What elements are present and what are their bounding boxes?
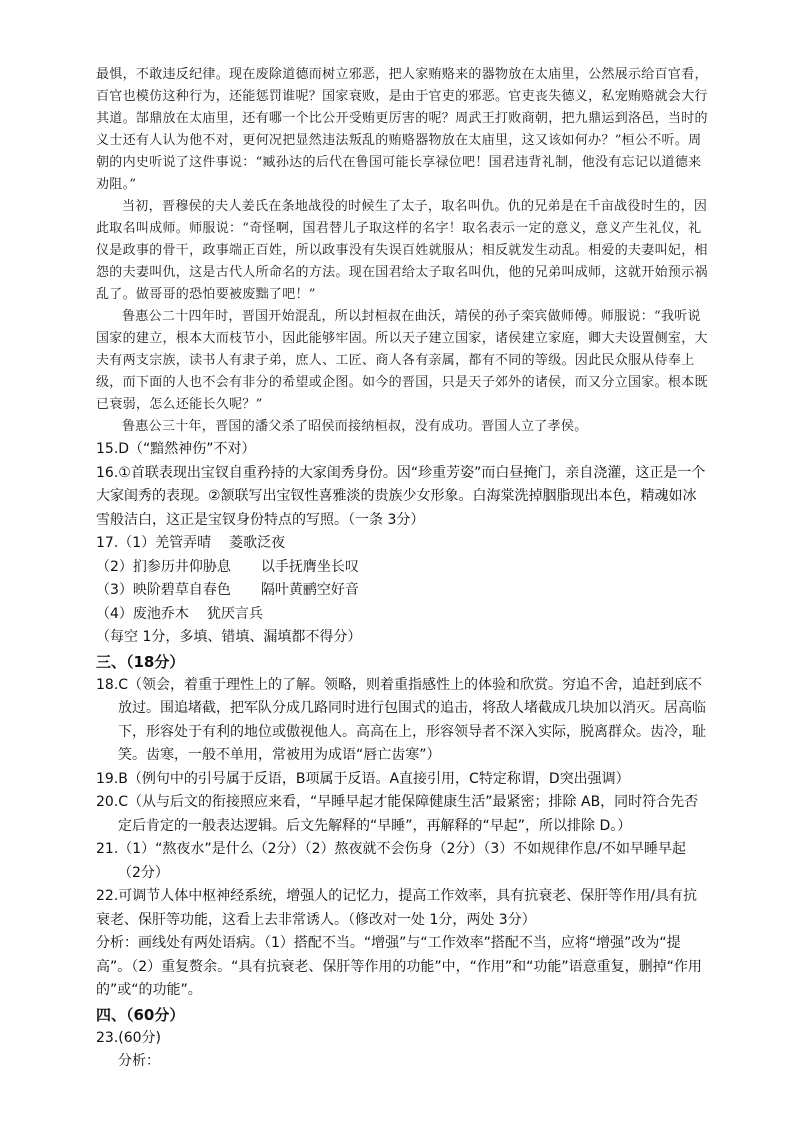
answer-17-1-a: 17.（1）羌管弄晴: [96, 535, 212, 551]
answer-17-line-1: [96, 532, 708, 556]
answer-list: [96, 438, 708, 1074]
translation-paragraph-4: 鲁惠公三十年，晋国的潘父杀了昭侯而接纳桓叔，没有成功。晋国人立了孝侯。: [122, 419, 588, 434]
translation-paragraph-1: 最惧，不敢违反纪律。现在废除道德而树立邪恶，把人家贿赂来的器物放在太庙里，公然展示给百官看，百官也模仿这种行为，还能惩罚谁呢？国家衰败，是由于官吏的邪恶。官吏丧失德义，私宠贿赂就会大行其道。郜鼎放在太庙里，还有哪一个比公开受贿更厉害的呢？周武王打败商朝，把九鼎运到洛邑，当时的义士还有人认为他不对，更何况把显然违法叛乱的贿赂器物放在太庙里，这又该如何办？”桓公不听。周朝的内史听说了这件事说：“臧孙达的后代在鲁国可能长享禄位吧！国君违背礼制，他没有忘记以道德来劝阻。”: [96, 67, 708, 192]
answer-17-note: （每空 1分，多填、错填、漏填都不得分）: [96, 629, 362, 645]
section-heading-4: 四、（60分）: [96, 1005, 185, 1024]
answer-17-2-b: 以手抚膺坐长叹: [260, 558, 359, 575]
answer-15: 15.D（“黯然神伤”不对）: [96, 441, 256, 457]
answer-20: 20.C（从与后文的衔接照应来看，“早睡早起才能保障健康生活”最紧密；排除 AB，同时符合先否定后肯定的一般表达逻辑。后文先解释的“早睡”，再解释的“早起”，所以排除 D。）: [96, 794, 699, 834]
answer-18: 18.C（领会，着重于理性上的了解。领略，则着重指感性上的体验和欣赏。穷追不舍，追赶到底不放过。围追堵截，把军队分成几路同时进行包围式的追击，将敌人堵截成几块加以消灭。居高临下，形容处于有利的地位或傲视他人。高高在上，形容领导者不深入实际，脱离群众。齿冷，耻笑。齿寒，一般不单用，常被用为成语“唇亡齿寒”）: [96, 676, 706, 763]
answer-17-line-3: [96, 579, 708, 603]
answer-17-2-a: （2）扪参历井仰胁息: [96, 558, 231, 575]
answer-17-1-b: 菱歌泛夜: [229, 535, 286, 551]
classical-translation: [96, 64, 708, 438]
translation-paragraph-3: 鲁惠公二十四年时，晋国开始混乱，所以封桓叔在曲沃，靖侯的孙子栾宾做师傅。师服说：“我听说国家的建立，根本大而枝节小，因此能够牢固。所以天子建立国家，诸侯建立家庭，卿大夫设置侧室，大夫有两支宗族，读书人有隶子弟，庶人、工匠、商人各有亲属，都有不同的等级。因此民众服从侍奉上级，而下面的人也不会有非分的希望或企图。如今的晋国，只是天子郊外的诸侯，而又分立国家。根本既已衰弱，怎么还能长久呢？”: [96, 309, 708, 412]
answer-19: 19.B（例句中的引号属于反语，B项属于反语。A直接引用，C特定称谓，D突出强调）: [96, 770, 630, 787]
answer-17-3-a: （3）映阶碧草自春色: [96, 582, 231, 598]
answer-23: 23.(60分): [96, 1029, 162, 1046]
section-heading-3: 三、（18分）: [96, 652, 185, 671]
answer-22: 22.可调节人体中枢神经系统，增强人的记忆力，提高工作效率，具有抗衰老、保肝等作用/具有抗衰老、保肝等功能，这看上去非常诱人。（修改对一处 1分，两处 3分）: [96, 888, 697, 928]
answer-17-4-a: （4）废池乔木: [96, 605, 189, 622]
answer-key-page: [96, 64, 708, 1074]
translation-paragraph-2: 当初，晋穆侯的夫人姜氏在条地战役的时候生了太子，取名叫仇。仇的兄弟是在千亩战役时生的，因此取名叫成师。师服说：“奇怪啊，国君替儿子取这样的名字！取名表示一定的意义，意义产生礼仪，礼仪是政事的骨干，政事端正百姓，所以政事没有失误百姓就服从；相反就发生动乱。相爱的夫妻叫妃，相怨的夫妻叫仇，这是古代人所命名的方法。现在国君给太子取名叫仇，他的兄弟叫成师，这就开始预示祸乱了。做哥哥的恐怕要被废黜了吧！”: [96, 199, 708, 302]
answer-23-analysis: 分析：: [118, 1053, 160, 1069]
answer-17-4-b: 犹厌言兵: [206, 605, 263, 622]
answer-17-line-2: [96, 556, 708, 580]
answer-22-analysis: 分析：画线处有两处语病。（1）搭配不当。“增强”与“工作效率”搭配不当，应将“增强”改为“提高”。（2）重复赘余。“具有抗衰老、保肝等作用的功能”中，“作用”和“功能”语意重复，删掉“作用的”或“的功能”。: [96, 935, 702, 998]
answer-17-line-4: [96, 603, 708, 627]
answer-17-3-b: 隔叶黄鹂空好音: [260, 582, 359, 598]
answer-16: 16.①首联表现出宝钗自重矜持的大家闺秀身份。因“珍重芳姿”而白昼掩门，亲自浇灌，这正是一个大家闺秀的表现。②颔联写出宝钗性喜雅淡的贵族少女形象。白海棠洗掉胭脂现出本色，精魂如冰雪般洁白，这正是宝钗身份特点的写照。（一条 3分）: [96, 464, 706, 528]
answer-21: 21.（1）“熬夜水”是什么（2分）（2）熬夜就不会伤身（2分）（3）不如规律作息/不如早睡早起（2分）: [96, 841, 687, 881]
